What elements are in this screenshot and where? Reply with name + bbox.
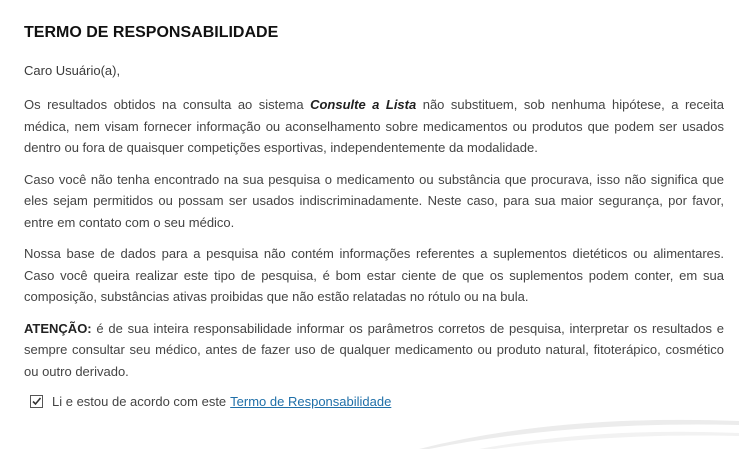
terms-link[interactable]: Termo de Responsabilidade [230, 394, 392, 409]
paragraph-1-start: Os resultados obtidos na consulta ao sistema [24, 97, 311, 112]
decorative-swoosh [419, 409, 739, 449]
paragraph-supplements: Nossa base de dados para a pesquisa não contém informações referentes a suplementos dietéticos ou alimentares. Caso você queira realizar este tipo de pesquisa, é bom estar ciente de que os suplementos podem conter, em sua composição, substâncias ativas proibidas que não estão relatadas no rótulo ou na bula. [24, 246, 724, 304]
paragraph-not-found: Caso você não tenha encontrado na sua pesquisa o medicamento ou substância que procurava, isso não significa que eles sejam permitidos ou possam ser usados indiscriminadamente. Neste caso, para sua maior segurança, por favor, entre em contato com o seu médico. [24, 171, 724, 230]
warning-text: é de sua inteira responsabilidade informar os parâmetros corretos de pesquisa, interpretar os resultados e sempre consultar seu médico, antes de fazer uso de qualquer medicamento ou produto natural, fitoterápico, cosmético ou outro derivado. [24, 320, 724, 379]
paragraph-results-disclaimer [24, 94, 724, 159]
page-title: TERMO DE RESPONSABILIDADE [24, 24, 279, 41]
warning-label: ATENÇÃO: [24, 320, 92, 336]
system-name: Consulte a Lista [310, 97, 417, 112]
greeting: Caro Usuário(a), [24, 63, 121, 78]
agree-label: Li e estou de acordo com este [52, 394, 227, 409]
paragraph-warning [24, 318, 724, 383]
agree-checkbox[interactable] [30, 395, 43, 408]
agreement-row [24, 394, 724, 409]
paragraph-1-end: não substituem, sob nenhuma hipótese, a receita médica, nem visam fornecer informação ou aconselhamento sobre medicamentos ou produtos que podem ser usados dentro ou fora de quaisquer competições esportivas, independentemente da modalidade. [24, 97, 724, 155]
checkmark-icon [31, 396, 42, 407]
